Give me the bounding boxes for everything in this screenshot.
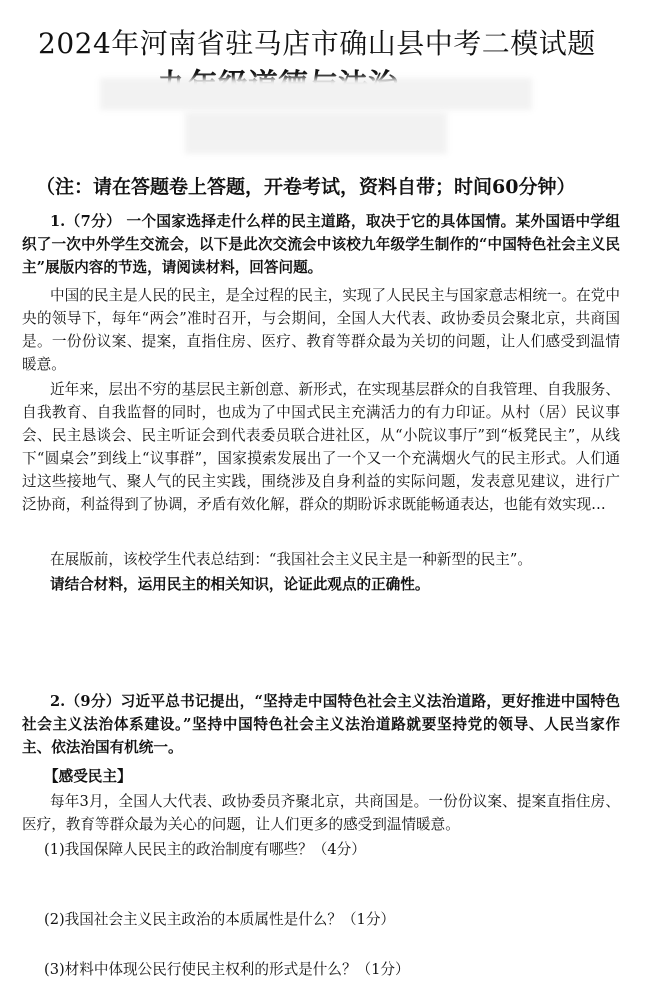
question-1-material-paragraph: 中国的民主是人民的民主，是全过程的民主，实现了人民民主与国家意志相统一。在党中央的领导下，每年“两会”准时召开，与会期间，全国人大代表、政协委员会聚北京，共商国是。一份份议案、提案，直指住房、医疗、教育等群众最为关切的问题，让人们感受到温情暖意。 (22, 287, 620, 373)
sub-question-3: (3)材料中体现公民行使民主权利的形式是什么？（1分） (44, 961, 410, 978)
blurred-watermark (100, 78, 532, 110)
question-2-material: 每年3月，全国人大代表、政协委员齐聚北京，共商国是。一份份议案、提案直指住房、医疗，教育等群众最为关心的问题，让人们更多的感受到温情暖意。 (22, 793, 620, 833)
blurred-watermark (185, 112, 447, 154)
question-1-prompt: 请结合材料，运用民主的相关知识，论证此观点的正确性。 (50, 576, 430, 593)
question-1-stem: 1.（7分） 一个国家选择走什么样的民主道路，取决于它的具体国情。某外国语中学组织了一次中外学生交流会，以下是此次交流会中该校九年级学生制作的“中国特色社会主义民主”展版内容的节选，请阅读材料，回答问题。 (22, 213, 620, 276)
sub-question-1: (1)我国保障人民民主的政治制度有哪些？（4分） (44, 841, 366, 858)
question-1-material-paragraph: 近年来，层出不穷的基层民主新创意、新形式，在实现基层群众的自我管理、自我服务、自我教育、自我监督的同时，也成为了中国式民主充满活力的有力印证。从村（居）民议事会、民主恳谈会、民主听证会到代表委员联合进社区，从“小院议事厅”到“板凳民主”，从线下“圆桌会”到线上“议事群”，国家摸索发展出了一个又一个充满烟火气的民主形式。人们通过这些接地气、聚人气的民主实践，围绕涉及自身利益的实际问题，发表意见建议，进行广泛协商，利益得到了协调，矛盾有效化解，群众的期盼诉求既能畅通表达，也能有效实现… (22, 381, 620, 513)
section-heading: 【感受民主】 (44, 768, 132, 785)
question-1-summary: 在展版前，该校学生代表总结到：“我国社会主义民主是一种新型的民主”。 (50, 551, 532, 568)
sub-question-2: (2)我国社会主义民主政治的本质属性是什么？（1分） (44, 911, 396, 928)
page-title: 2024年河南省驻马店市确山县中考二模试题 (38, 27, 596, 60)
exam-note: （注：请在答题卷上答题，开卷考试，资料自带；时间60分钟） (36, 176, 576, 198)
question-2-stem: 2.（9分）习近平总书记提出，“坚持走中国特色社会主义法治道路，更好推进中国特色社会主义法治体系建设。”坚持中国特色社会主义法治道路就要坚持党的领导、人民当家作主、依法治国有机统一。 (22, 693, 620, 756)
